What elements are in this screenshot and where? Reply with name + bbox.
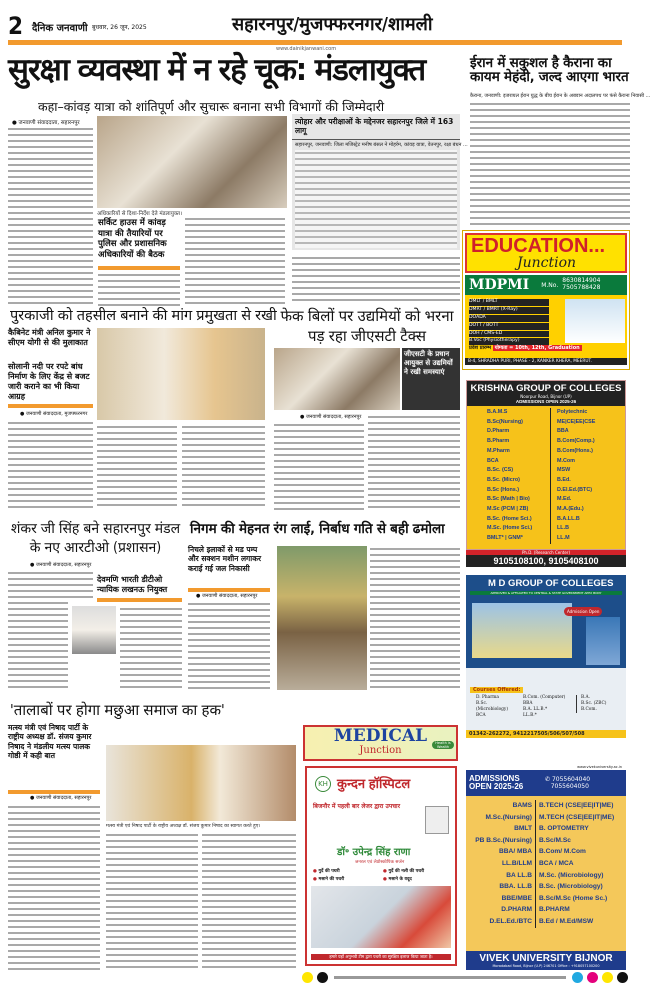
krishna-course: B.A.M.S	[487, 409, 508, 415]
ad-education-junction[interactable]	[462, 230, 630, 370]
medical-junction-subtitle: Junction	[359, 745, 402, 756]
masthead	[0, 0, 634, 52]
lead-box-bar	[98, 266, 180, 270]
purkazi-body-1	[8, 420, 93, 510]
nishad-side-head: मत्स्य मंत्री एवं निषाद पार्टी के राष्ट्रीय अध्यक्ष डॉ. संजय कुमार निषाद ने मंडलीय मत्स्य पालक गोष्ठी में कही बात	[8, 723, 92, 761]
gst-dateline: ● जनवाणी संवाददाता, सहारनपुर	[300, 414, 362, 420]
lead-dateline: ● जनवाणी संवाददाता, सहारनपुर	[12, 120, 80, 126]
md-group-course: B.A.	[581, 695, 590, 700]
page-number: 2	[8, 12, 24, 40]
medical-junction-title: MEDICAL	[333, 726, 428, 746]
vivek-courses-right	[536, 800, 614, 928]
rto-bar	[97, 598, 182, 602]
mdpmi-admission: प्रवेश प्रारम्भ	[469, 345, 491, 351]
krishna-course: M.Pharm	[487, 447, 510, 454]
krishna-footer	[466, 550, 626, 567]
krishna-admissions: ADMISSIONS OPEN 2025-26	[515, 399, 577, 404]
krishna-course: Polytechnic	[557, 409, 588, 415]
md-group-course: BBA	[523, 701, 533, 706]
krishna-course: B.Ed.	[557, 476, 571, 483]
section-163-headline: त्योहार और परीक्षाओं के मद्देनजर सहारनपुर जिले में 163 लागू	[292, 114, 460, 140]
laser-device-image	[425, 806, 449, 834]
kundan-service: ● गुर्दे की नली की पथरी	[383, 869, 425, 874]
md-group-building-image	[472, 603, 572, 658]
kundan-service: ● मसाने की पथरी	[313, 877, 345, 882]
section-163-box	[292, 114, 468, 250]
nishad-dateline: ● जनवाणी संवाददाता, सहारनपुर	[30, 795, 92, 801]
vivek-phone-2: 7055604050	[550, 783, 589, 790]
vivek-courses-left	[466, 800, 536, 928]
krishna-courses-left	[487, 408, 551, 544]
krishna-course: BCA	[487, 457, 499, 464]
mdpmi-phone-label: M.No.	[541, 281, 559, 289]
vivek-course: B.Sc/M.Sc	[539, 836, 571, 844]
krishna-course: M.Sc. (Home Sci.)	[487, 525, 533, 532]
mdpmi-name: MDPMI	[469, 277, 530, 293]
nishad-body-3	[202, 832, 296, 972]
md-group-course: B.Sc.(Microbiology)	[476, 701, 509, 712]
krishna-course: B.A.LL.B	[557, 515, 580, 522]
vivek-course: B.Ed / M.Ed/MSW	[539, 917, 594, 925]
kundan-patient-image	[311, 886, 451, 948]
gst-body-2	[368, 414, 460, 510]
nishad-bar	[8, 790, 100, 794]
nigam-side-head: निचले इलाकों से मड पम्प और सक्शन मशीन लगाकर कराई गई जल निकासी	[188, 545, 262, 573]
website: www.dainikjanwani.com	[276, 46, 337, 52]
nigam-body-2	[370, 546, 460, 690]
gst-photo	[274, 348, 400, 410]
mdpmi-phone-1: 8630814904	[562, 277, 601, 285]
nishad-photo	[106, 745, 296, 821]
krishna-course: ME|CE|EE|CSE	[557, 418, 596, 425]
md-group-phones: 01342-262272, 9412217505/506/507/508	[466, 730, 626, 738]
vivek-course: BBA/ MBA	[499, 848, 532, 856]
rto-body-2	[8, 600, 68, 690]
section-163-body-below	[292, 255, 460, 305]
kundan-name: कुन्दन हॉस्पिटल	[337, 776, 411, 791]
kundan-service: ● गुर्दे की पथरी	[313, 869, 340, 874]
nishad-body-1	[8, 804, 100, 972]
kundan-logo-icon: KH	[315, 776, 331, 792]
purkazi-side-head-1: कैबिनेट मंत्री अनिल कुमार ने सीएम योगी से की मुलाकात	[8, 328, 91, 347]
edu-junction-title: EDUCATION...	[471, 235, 606, 257]
md-group-professional	[476, 695, 566, 719]
krishna-course: M.Sc (PCM | ZB)	[487, 506, 529, 513]
nigam-bar	[188, 588, 270, 592]
kundan-doctor: डॉ॰ उपेन्द्र सिंह राणा	[337, 847, 411, 858]
purkazi-dateline: ● जनवाणी संवाददाता, मुजफ्फरनगर	[20, 411, 88, 417]
purkazi-headline: पुरकाजी को तहसील बनाने की मांग प्रमुखता से रखी	[10, 308, 277, 324]
mdpmi-course: DOADA	[469, 315, 549, 322]
ad-medical-junction[interactable]	[303, 725, 458, 761]
vivek-course: LL.B/LLM	[501, 859, 532, 867]
md-group-course: B.A. LL.B.*	[523, 707, 548, 712]
lead-headline: सुरक्षा व्यवस्था में न रहे चूक: मंडलायुक्त	[8, 52, 426, 88]
vivek-website: www.vivekuniversity.ac.in	[577, 765, 622, 769]
vivek-course: BAMS	[512, 802, 532, 809]
kundan-specialty: जनरल एवं लेप्रोस्कोपिक सर्जन	[355, 860, 405, 865]
lead-body-col3	[185, 216, 285, 306]
krishna-course: B.Sc. (Micro)	[487, 476, 520, 483]
krishna-course: B.Pharm	[487, 438, 510, 445]
krishna-course: M.A.(Edu.)	[557, 506, 584, 513]
rto-dateline: ● जनवाणी संवाददाता, सहारनपुर	[30, 562, 92, 568]
kundan-footer: हमारे यहाँ अनुभवी टीम द्वारा पथरी का सुरक्षित इलाज किया जाता है।	[311, 954, 451, 960]
krishna-course: B.Sc. (Home Sci.)	[487, 515, 532, 522]
orange-band	[8, 40, 622, 45]
lead-body-col2	[98, 272, 180, 306]
krishna-phones: 9105108100, 9105408100	[493, 556, 599, 566]
krishna-course: M.Ed.	[557, 496, 572, 503]
vivek-course: B.Sc. (Microbiology)	[539, 883, 603, 891]
nishad-photo-caption: मत्स्य मंत्री एवं निषाद पार्टी के राष्ट्रीय अध्यक्ष डॉ. संजय कुमार निषाद का स्वागत करते हुए।	[106, 824, 261, 829]
ad-vivek-university[interactable]: ADMISSIONS OPEN 2025-26 ✆ 7055604040 7055604050 www.vivekuniversity.ac.in BAMS M.Sc.(Nursing) BMLT PB B.Sc.(Nursing) BBA/ MBA LL.B/LLM BA LL.B BBA. LL.B BBE/MBE D.PHARM D.EL.Ed./BTC B.TECH (CSE|EE|IT|ME) M.TECH (CSE|EE|IT|ME) B. OPTOMETRY B.Sc/M.Sc B.Com/ M.Com BCA / MCA M.Sc. (Microbiology) B.Sc. (Microbiology) B.Sc/M.Sc (Home Sc.) B.PHARM B.Ed / M.Ed/MSW VIVEK UNIVERSITY BIJNOR Moradabad Road, Bijnor (U.P) 246701 Office : +918057100200	[466, 770, 626, 970]
krishna-course: B.Com(Hons.)	[557, 447, 593, 454]
nigam-body-1	[188, 601, 270, 690]
purkazi-body-3	[182, 424, 265, 510]
lead-body-col1	[8, 126, 93, 306]
mdpmi-course: DOH / CMS-ED	[469, 331, 549, 338]
lead-photo	[97, 116, 287, 208]
edu-junction-subtitle: Junction	[517, 255, 577, 271]
krishna-courses-right	[551, 408, 595, 544]
krishna-course: BMLT* | GNM*	[487, 535, 523, 542]
rto-body-1	[8, 570, 93, 600]
vivek-phone-1: 7055604040	[551, 776, 591, 783]
section-163-lead: सहारनपुर, जनवाणी: जिला मजिस्ट्रेट मनीष बंसल ने मोहर्रम, कांवड़ यात्रा, वेतनपुर, रक्षा बंधन ...	[295, 141, 468, 148]
md-group-badge: Admission Open	[564, 607, 602, 616]
vivek-course: BBA. LL.B	[499, 883, 532, 891]
mdpmi-address: B-4, SHRADHA PURI, PHASE - 2, KANKER KHERA, MEERUT.	[465, 358, 627, 365]
vivek-course: D.EL.Ed./BTC	[489, 917, 532, 925]
vivek-address: Moradabad Road, Bijnor (U.P) 246701 Office : +918057100200	[492, 964, 600, 968]
md-group-name: M D GROUP OF COLLEGES	[488, 578, 614, 589]
ad-md-group[interactable]	[466, 575, 626, 730]
ad-krishna-colleges[interactable]	[466, 380, 626, 550]
vivek-course: B. OPTOMETRY	[539, 825, 589, 833]
vivek-name: VIVEK UNIVERSITY BIJNOR	[479, 953, 613, 964]
md-group-course: BCA	[476, 713, 486, 718]
krishna-course: B.Sc(Nursing)	[487, 418, 523, 425]
vivek-course: B.Com/ M.Com	[539, 848, 586, 856]
rto-body-3	[120, 606, 182, 690]
vivek-course: M.Sc. (Microbiology)	[539, 871, 604, 879]
purkazi-photo	[97, 328, 265, 420]
vivek-course: BCA / MCA	[539, 859, 574, 867]
mdpmi-course: DMLT / BMLT	[469, 299, 549, 306]
krishna-course: B.Sc (Hons.)	[487, 486, 520, 493]
vivek-course: D.PHARM	[501, 906, 532, 914]
md-group-course: D. Pharma	[476, 695, 499, 700]
md-group-course: LL.B.*	[523, 713, 537, 718]
krishna-course: MSW	[557, 467, 571, 474]
krishna-course: LL.M	[557, 535, 570, 542]
registration-marks	[300, 972, 630, 983]
md-group-course: B.Com.	[581, 707, 597, 712]
issue-date: बुधवार, 26 जून, 2025	[92, 24, 147, 31]
md-group-traditional	[576, 695, 606, 713]
mdpmi-eligibility: योग्यता = 10th, 12th, Graduation	[494, 345, 580, 351]
purkazi-body-2	[97, 424, 177, 510]
nishad-headline: 'तालाबों पर होगा मछुआ समाज का हक'	[10, 701, 225, 719]
lead-subhead: कहा–कांवड़ यात्रा को शांतिपूर्ण और सुचारू बनाना सभी विभागों की जिम्मेदारी	[38, 99, 385, 114]
edition-title: सहारनपुर/मुजफ्फरनगर/शामली	[232, 14, 433, 35]
mdpmi-doctors-image	[565, 299, 625, 343]
rto-side-head: देवमणि भारती डीटीओ न्यायिक लखनऊ नियुक्त	[97, 575, 168, 594]
gst-headline: फेक बिलों पर उद्यमियों को भरना पड़ रहा जीएसटी टैक्स	[280, 307, 454, 346]
gst-side-box	[402, 348, 460, 410]
krishna-course: B.Sc (Math | Bio)	[487, 496, 530, 503]
vivek-course: B.TECH (CSE|EE|IT|ME)	[539, 802, 614, 809]
mdpmi-course: DOTT / BOTT	[469, 323, 549, 330]
mdpmi-course: DMRT / BMRT (X-Ray)	[469, 307, 549, 314]
krishna-name: KRISHNA GROUP OF COLLEGES	[470, 383, 622, 394]
md-group-courses-title: Courses Offered:	[470, 687, 523, 693]
krishna-course: LL.B	[557, 525, 569, 532]
krishna-course: D.El.Ed.(BTC)	[557, 486, 593, 493]
md-group-course: B.Com. (Computer)	[523, 695, 566, 700]
medical-junction-badge: Health is Wealth	[432, 741, 454, 749]
ad-kundan-hospital[interactable]	[305, 766, 457, 966]
iran-headline: ईरान में सकुशल है कैराना का कायम मेहंदी, जल्द आएगा भारत	[470, 55, 629, 86]
krishna-course: B.Sc. (CS)	[487, 467, 514, 474]
section-163-body	[295, 150, 457, 248]
md-group-student-image	[586, 617, 620, 665]
kundan-service: ● मसाने के ग़दूद	[383, 877, 412, 882]
vivek-course: M.Sc.(Nursing)	[485, 813, 532, 821]
lead-box-head: सर्किट हाउस में कांवड़ यात्रा की तैयारियों पर पुलिस और प्रशासनिक अधिकारियों की बैठक	[98, 218, 167, 260]
lead-photo-caption: अधिकारियों से दिशा-निर्देश देते मंडलायुक्त।	[97, 211, 183, 217]
nigam-headline: निगम की मेहनत रंग लाई, निर्बाध गति से बही ढमोला	[190, 521, 445, 537]
nishad-body-2	[106, 832, 198, 972]
vivek-course: B.Sc/M.Sc (Home Sc.)	[539, 894, 608, 902]
krishna-location: Noorpur Road, Bijnor (UP)	[520, 394, 572, 399]
md-group-approval: APPROVED & AFFILIATED TO CENTRAL & STATE GOVERNMENT APEX BODY	[470, 591, 622, 595]
vivek-course: BMLT	[514, 825, 532, 833]
krishna-course: B.Com(Comp.)	[557, 438, 595, 445]
krishna-course: M.Com	[557, 457, 575, 464]
nigam-excavator-photo	[277, 546, 367, 690]
vivek-course: BBE/MBE	[501, 894, 532, 902]
purkazi-side-head-2: सोलानी नदी पर रपटे बांध निर्माण के लिए केंद्र से बजट जारी कराने का भी किया आग्रह	[8, 362, 90, 401]
vivek-course: PB B.Sc.(Nursing)	[475, 836, 532, 844]
vivek-course: M.TECH (CSE|EE|IT|ME)	[539, 813, 615, 821]
gst-body-1	[274, 422, 364, 510]
krishna-course: D.Pharm	[487, 428, 510, 435]
iran-lead: कैराना, जनवाणी: इजरायल ईरान युद्ध के बीच ईरान के अबवान अदालपथ पर फंसे कैराना निवासी ...	[470, 93, 650, 99]
mdpmi-phone-2: 7505788428	[562, 284, 601, 291]
rto-headline: शंकर जी सिंह बने सहारनपुर मंडल के नए आरटीओ (प्रशासन)	[10, 521, 181, 556]
purkazi-bar	[8, 404, 93, 408]
paper-name: दैनिक जनवाणी	[32, 23, 88, 34]
krishna-course: BBA	[557, 428, 569, 435]
kundan-tag: बिजनौर में पहली बार लेजर द्वारा उपचार	[313, 803, 401, 810]
vivek-course: B.PHARM	[539, 906, 570, 914]
vivek-course: BA LL.B	[506, 871, 532, 879]
gst-side-head: जीएसटी के प्रधान आयुक्त से उद्यमियों ने रखी समस्याएं	[404, 350, 453, 376]
iran-body	[470, 101, 630, 226]
krishna-research: Ph.D. (Research Center)	[466, 550, 626, 555]
rto-officer-photo	[72, 606, 116, 654]
nigam-dateline: ● जनवाणी संवाददाता, सहारनपुर	[196, 593, 258, 599]
md-group-course: B.Sc. (ZBC)	[581, 701, 607, 706]
mdpmi-course: B.Voc (Physiotherapy)	[469, 338, 549, 345]
vivek-admissions: ADMISSIONS OPEN 2025-26	[469, 774, 524, 791]
